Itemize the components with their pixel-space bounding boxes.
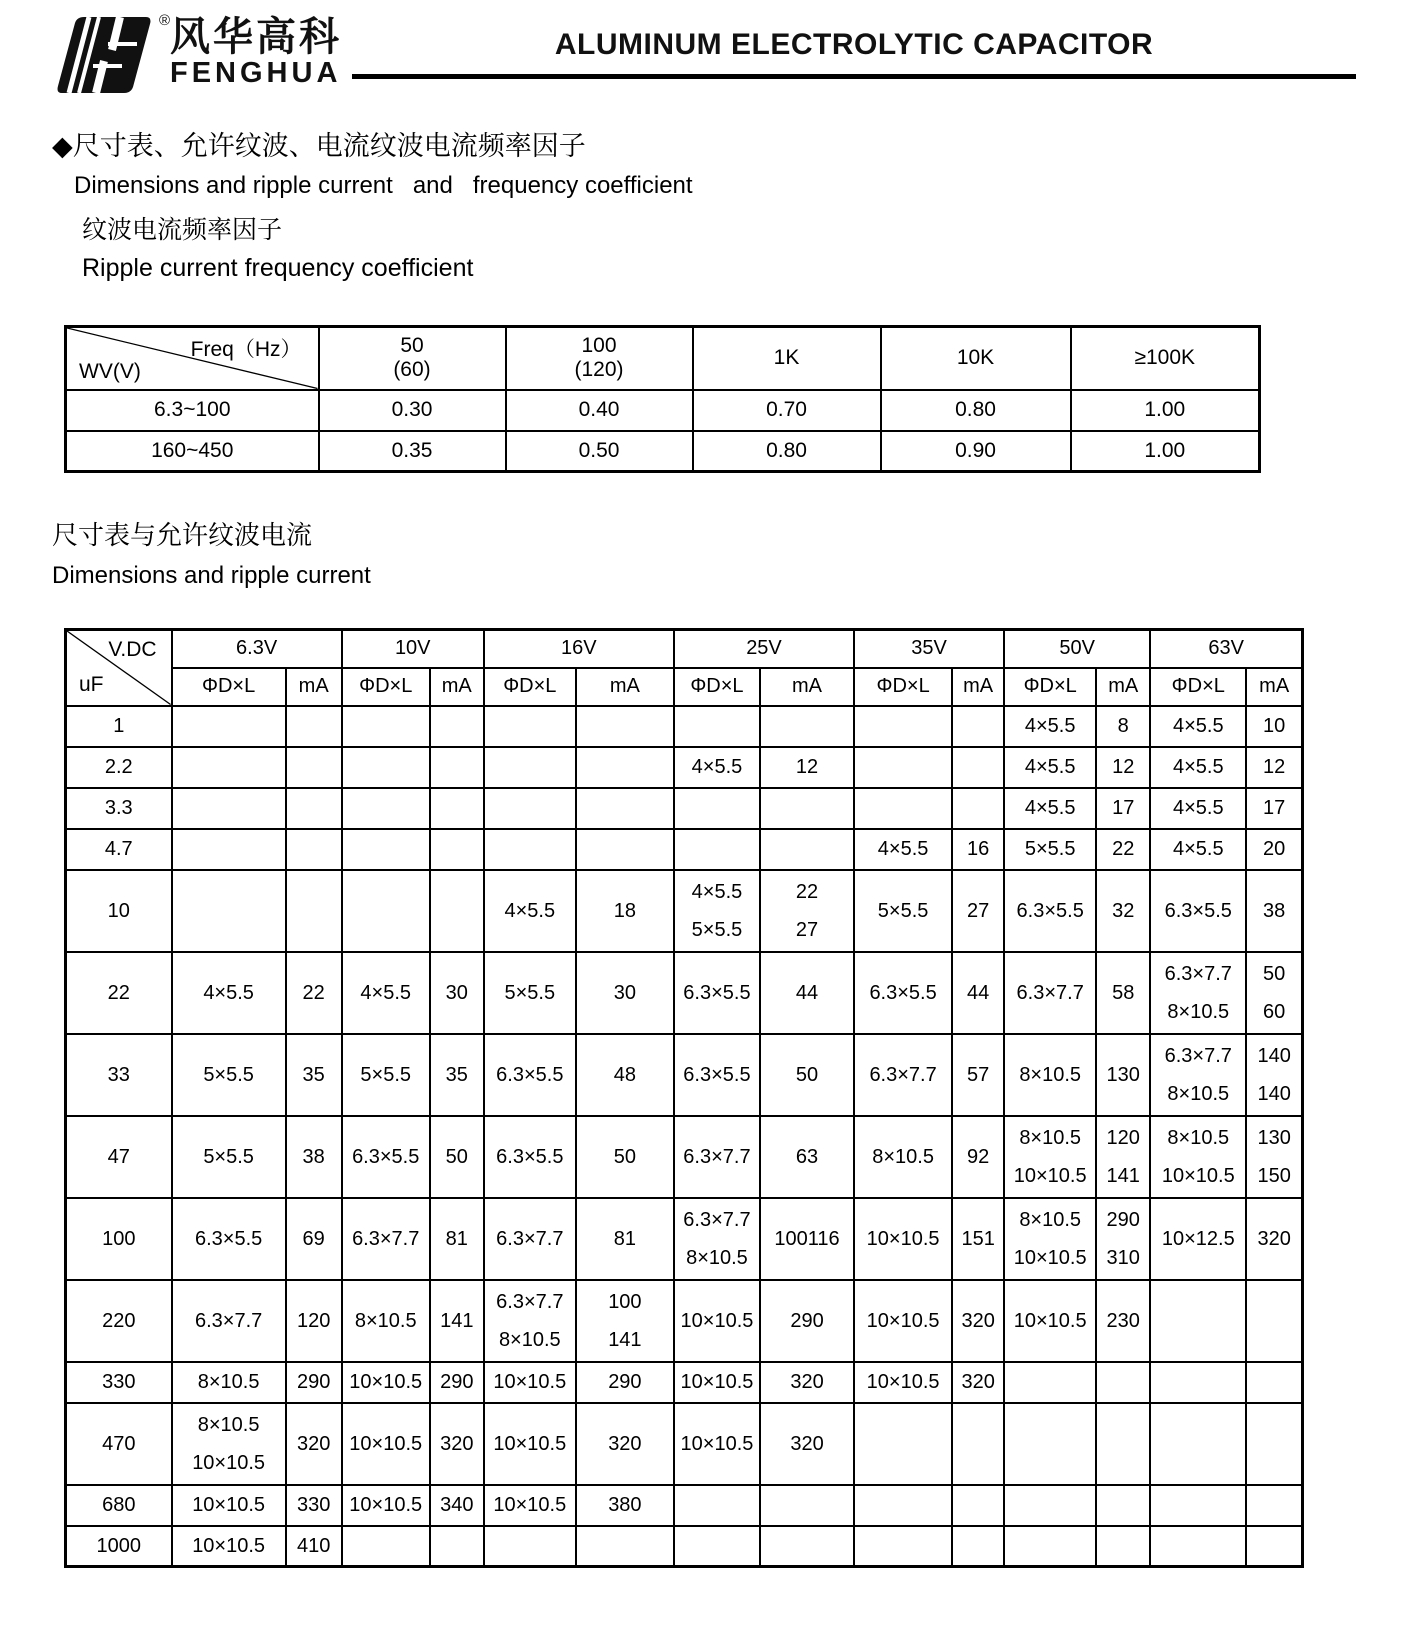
- dim-dxl-cell: 6.3×7.7: [1004, 952, 1096, 1034]
- dim-dxl-cell: 10×12.5: [1150, 1198, 1246, 1280]
- dim-ma-cell: 50 60: [1246, 952, 1302, 1034]
- header-rule: [352, 74, 1356, 79]
- dim-subheader-dxl: ΦD×L: [1004, 668, 1096, 706]
- dim-ma-cell: 38: [1246, 870, 1302, 952]
- freq-row: [66, 390, 1260, 431]
- dim-ma-cell: [430, 747, 484, 788]
- dim-ma-cell: 130: [1096, 1034, 1150, 1116]
- dim-dxl-cell: [342, 829, 430, 870]
- dim-ma-cell: [1246, 1362, 1302, 1403]
- dim-dxl-cell: 10×10.5: [674, 1280, 760, 1362]
- dim-ma-cell: 58: [1096, 952, 1150, 1034]
- dim-dxl-cell: 10×10.5: [854, 1362, 952, 1403]
- dim-voltage-header: 10V: [342, 630, 484, 668]
- dim-dxl-cell: 6.3×5.5: [172, 1198, 286, 1280]
- dim-ma-cell: 320: [1246, 1198, 1302, 1280]
- dim-ma-cell: 151: [952, 1198, 1004, 1280]
- dim-dxl-cell: [172, 788, 286, 829]
- dim-dxl-cell: 6.3×7.7: [172, 1280, 286, 1362]
- dim-ma-cell: 290: [430, 1362, 484, 1403]
- dim-ma-cell: 81: [430, 1198, 484, 1280]
- dim-dxl-cell: 6.3×7.7: [342, 1198, 430, 1280]
- dim-dxl-cell: [854, 1526, 952, 1567]
- dim-ma-cell: [576, 706, 674, 747]
- page-title: ALUMINUM ELECTROLYTIC CAPACITOR: [554, 28, 1154, 61]
- dim-ma-cell: [576, 747, 674, 788]
- dim-uf-label: 10: [66, 870, 172, 952]
- dim-corner-bottom-label: uF: [79, 672, 104, 696]
- dim-ma-cell: [760, 1485, 854, 1526]
- dim-dxl-cell: 10×10.5: [854, 1198, 952, 1280]
- dim-row: [66, 870, 1303, 952]
- fenghua-logo: [52, 14, 352, 96]
- dim-voltage-header: 16V: [484, 630, 674, 668]
- dim-dxl-cell: [342, 747, 430, 788]
- dim-subheader-dxl: ΦD×L: [172, 668, 286, 706]
- dim-dxl-cell: 10×10.5: [172, 1485, 286, 1526]
- dim-ma-cell: [952, 1403, 1004, 1485]
- section1-subtitle-cn: 纹波电流频率因子: [82, 216, 283, 244]
- dim-dxl-cell: [172, 706, 286, 747]
- logo-english-name: FENGHUA: [170, 57, 342, 89]
- dim-dxl-cell: [854, 1485, 952, 1526]
- dim-ma-cell: 320: [760, 1403, 854, 1485]
- dim-row: [66, 952, 1303, 1034]
- dim-subheader-dxl: ΦD×L: [674, 668, 760, 706]
- dim-ma-cell: 17: [1096, 788, 1150, 829]
- dim-ma-cell: [1246, 1403, 1302, 1485]
- dim-uf-label: 470: [66, 1403, 172, 1485]
- freq-row: [66, 431, 1260, 472]
- dim-ma-cell: [1096, 1485, 1150, 1526]
- freq-col-header: 10K: [881, 327, 1071, 390]
- dim-dxl-cell: 10×10.5: [484, 1403, 576, 1485]
- section1-title-en: Dimensions and ripple current and frequency coefficient: [74, 172, 693, 199]
- freq-col-header: 50 (60): [319, 327, 506, 390]
- logo-chinese-name: 风华高科: [170, 15, 342, 59]
- dim-ma-cell: 290: [576, 1362, 674, 1403]
- dim-dxl-cell: 6.3×7.7 8×10.5: [1150, 952, 1246, 1034]
- dim-dxl-cell: 4×5.5: [674, 747, 760, 788]
- dim-row: [66, 1362, 1303, 1403]
- dim-dxl-cell: [172, 829, 286, 870]
- dim-uf-label: 1: [66, 706, 172, 747]
- dim-row: [66, 1403, 1303, 1485]
- dim-dxl-cell: 4×5.5: [1150, 788, 1246, 829]
- dim-subheader-ma: mA: [1246, 668, 1302, 706]
- dim-ma-cell: 30: [430, 952, 484, 1034]
- dim-row: [66, 1280, 1303, 1362]
- dim-ma-cell: [430, 870, 484, 952]
- dim-dxl-cell: 6.3×7.7 8×10.5: [1150, 1034, 1246, 1116]
- dim-dxl-cell: 4×5.5: [1150, 706, 1246, 747]
- dim-uf-label: 100: [66, 1198, 172, 1280]
- dim-subheader-dxl: ΦD×L: [342, 668, 430, 706]
- dim-dxl-cell: 10×10.5: [674, 1362, 760, 1403]
- page-header: [0, 0, 1416, 96]
- dim-ma-cell: 10: [1246, 706, 1302, 747]
- dim-ma-cell: [286, 829, 342, 870]
- dim-voltage-header: 6.3V: [172, 630, 342, 668]
- dim-ma-cell: 320: [430, 1403, 484, 1485]
- freq-value-cell: 0.35: [319, 431, 506, 472]
- freq-value-cell: 1.00: [1071, 390, 1260, 431]
- dim-ma-cell: 92: [952, 1116, 1004, 1198]
- dim-ma-cell: 320: [952, 1280, 1004, 1362]
- dim-dxl-cell: [674, 1526, 760, 1567]
- dim-dxl-cell: 5×5.5: [172, 1116, 286, 1198]
- freq-corner-bottom-label: WV(V): [79, 359, 141, 383]
- dim-dxl-cell: 4×5.5: [1150, 829, 1246, 870]
- dim-ma-cell: 100116: [760, 1198, 854, 1280]
- logo-text: [170, 14, 342, 90]
- dim-ma-cell: [576, 788, 674, 829]
- dim-dxl-cell: 4×5.5: [1004, 747, 1096, 788]
- dim-row: [66, 1116, 1303, 1198]
- dim-ma-cell: 320: [576, 1403, 674, 1485]
- dim-voltage-header: 35V: [854, 630, 1004, 668]
- dim-subheader-row: [66, 668, 1303, 706]
- freq-value-cell: 0.50: [506, 431, 693, 472]
- dim-subheader-ma: mA: [952, 668, 1004, 706]
- dim-dxl-cell: 6.3×7.7 8×10.5: [484, 1280, 576, 1362]
- dim-ma-cell: [760, 706, 854, 747]
- dim-dxl-cell: 8×10.5 10×10.5: [1150, 1116, 1246, 1198]
- dim-voltage-header: 25V: [674, 630, 854, 668]
- dim-dxl-cell: 6.3×5.5: [1004, 870, 1096, 952]
- dim-voltage-header-row: [66, 630, 1303, 668]
- dim-ma-cell: 410: [286, 1526, 342, 1567]
- freq-col-header: 1K: [693, 327, 881, 390]
- dim-dxl-cell: [172, 870, 286, 952]
- dim-ma-cell: 290: [286, 1362, 342, 1403]
- dim-dxl-cell: 5×5.5: [854, 870, 952, 952]
- dim-ma-cell: 22: [286, 952, 342, 1034]
- dim-dxl-cell: [1150, 1280, 1246, 1362]
- dim-dxl-cell: 10×10.5: [342, 1403, 430, 1485]
- dim-dxl-cell: [342, 870, 430, 952]
- freq-value-cell: 1.00: [1071, 431, 1260, 472]
- dim-dxl-cell: 6.3×7.7: [854, 1034, 952, 1116]
- dim-dxl-cell: 10×10.5: [342, 1485, 430, 1526]
- dim-ma-cell: 140 140: [1246, 1034, 1302, 1116]
- freq-value-cell: 0.80: [881, 390, 1071, 431]
- dim-dxl-cell: [1150, 1403, 1246, 1485]
- dim-dxl-cell: [854, 747, 952, 788]
- dim-dxl-cell: 8×10.5 10×10.5: [1004, 1198, 1096, 1280]
- dim-ma-cell: [430, 706, 484, 747]
- dim-dxl-cell: 5×5.5: [172, 1034, 286, 1116]
- dim-uf-label: 1000: [66, 1526, 172, 1567]
- freq-header-row: [66, 327, 1260, 390]
- dim-dxl-cell: 8×10.5 10×10.5: [172, 1403, 286, 1485]
- dim-ma-cell: [286, 747, 342, 788]
- dim-ma-cell: 320: [760, 1362, 854, 1403]
- dim-dxl-cell: [484, 747, 576, 788]
- dim-subheader-ma: mA: [1096, 668, 1150, 706]
- dim-dxl-cell: [1004, 1362, 1096, 1403]
- dim-dxl-cell: [1150, 1485, 1246, 1526]
- dim-dxl-cell: [674, 788, 760, 829]
- dim-dxl-cell: 4×5.5: [1004, 788, 1096, 829]
- dim-dxl-cell: 4×5.5 5×5.5: [674, 870, 760, 952]
- dim-dxl-cell: [484, 829, 576, 870]
- dim-ma-cell: [430, 1526, 484, 1567]
- dim-ma-cell: 8: [1096, 706, 1150, 747]
- dim-row: [66, 1034, 1303, 1116]
- dim-dxl-cell: [1004, 1526, 1096, 1567]
- dim-ma-cell: [286, 706, 342, 747]
- dim-ma-cell: 340: [430, 1485, 484, 1526]
- dim-dxl-cell: [484, 1526, 576, 1567]
- dim-corner-top-label: V.DC: [108, 638, 157, 661]
- dim-dxl-cell: [854, 706, 952, 747]
- dim-ma-cell: 141: [430, 1280, 484, 1362]
- dim-ma-cell: 120 141: [1096, 1116, 1150, 1198]
- dim-uf-label: 47: [66, 1116, 172, 1198]
- dim-uf-label: 2.2: [66, 747, 172, 788]
- dim-ma-cell: 16: [952, 829, 1004, 870]
- dim-dxl-cell: 6.3×5.5: [674, 1034, 760, 1116]
- freq-col-header: ≥100K: [1071, 327, 1260, 390]
- dim-dxl-cell: 8×10.5: [342, 1280, 430, 1362]
- dim-ma-cell: 120: [286, 1280, 342, 1362]
- freq-value-cell: 0.30: [319, 390, 506, 431]
- dim-dxl-cell: 4×5.5: [484, 870, 576, 952]
- dim-ma-cell: 50: [430, 1116, 484, 1198]
- dim-ma-cell: 17: [1246, 788, 1302, 829]
- dim-subheader-ma: mA: [430, 668, 484, 706]
- dim-uf-label: 3.3: [66, 788, 172, 829]
- dim-row: [66, 829, 1303, 870]
- dim-dxl-cell: [1004, 1403, 1096, 1485]
- dim-dxl-cell: 6.3×5.5: [854, 952, 952, 1034]
- dim-row: [66, 706, 1303, 747]
- dim-dxl-cell: [1004, 1485, 1096, 1526]
- freq-value-cell: 0.40: [506, 390, 693, 431]
- dim-ma-cell: 44: [952, 952, 1004, 1034]
- dim-dxl-cell: [484, 788, 576, 829]
- dim-dxl-cell: 8×10.5: [854, 1116, 952, 1198]
- dim-dxl-cell: 6.3×7.7 8×10.5: [674, 1198, 760, 1280]
- dim-ma-cell: [286, 870, 342, 952]
- dim-dxl-cell: 4×5.5: [854, 829, 952, 870]
- dim-dxl-cell: [674, 1485, 760, 1526]
- dim-ma-cell: [576, 829, 674, 870]
- dim-dxl-cell: [854, 788, 952, 829]
- dim-ma-cell: 38: [286, 1116, 342, 1198]
- dim-row: [66, 788, 1303, 829]
- dim-dxl-cell: 6.3×7.7: [674, 1116, 760, 1198]
- dim-dxl-cell: 10×10.5: [674, 1403, 760, 1485]
- dim-ma-cell: 230: [1096, 1280, 1150, 1362]
- freq-corner-cell: [66, 327, 319, 390]
- dim-ma-cell: [760, 829, 854, 870]
- dim-dxl-cell: 10×10.5: [1004, 1280, 1096, 1362]
- dim-dxl-cell: [1150, 1362, 1246, 1403]
- dim-uf-label: 33: [66, 1034, 172, 1116]
- dim-voltage-header: 50V: [1004, 630, 1150, 668]
- dim-ma-cell: 290: [760, 1280, 854, 1362]
- dim-ma-cell: 290 310: [1096, 1198, 1150, 1280]
- dim-ma-cell: [760, 1526, 854, 1567]
- dim-ma-cell: [1096, 1362, 1150, 1403]
- dim-dxl-cell: 8×10.5 10×10.5: [1004, 1116, 1096, 1198]
- dim-ma-cell: 100 141: [576, 1280, 674, 1362]
- dim-ma-cell: 22: [1096, 829, 1150, 870]
- dim-dxl-cell: 5×5.5: [484, 952, 576, 1034]
- dim-ma-cell: [952, 747, 1004, 788]
- dim-subheader-dxl: ΦD×L: [484, 668, 576, 706]
- dim-subheader-ma: mA: [576, 668, 674, 706]
- freq-value-cell: 0.90: [881, 431, 1071, 472]
- dim-ma-cell: 48: [576, 1034, 674, 1116]
- dim-dxl-cell: [342, 706, 430, 747]
- dim-ma-cell: 50: [760, 1034, 854, 1116]
- dim-dxl-cell: 6.3×5.5: [484, 1116, 576, 1198]
- dim-ma-cell: 81: [576, 1198, 674, 1280]
- dim-ma-cell: 27: [952, 870, 1004, 952]
- dim-ma-cell: [576, 1526, 674, 1567]
- freq-row-label: 6.3~100: [66, 390, 319, 431]
- freq-row-label: 160~450: [66, 431, 319, 472]
- dim-dxl-cell: 4×5.5: [342, 952, 430, 1034]
- dim-dxl-cell: 4×5.5: [1004, 706, 1096, 747]
- section1-title-cn: ◆尺寸表、允许纹波、电流纹波电流频率因子: [52, 131, 586, 161]
- dim-dxl-cell: [1150, 1526, 1246, 1567]
- registered-mark: ®: [158, 12, 170, 29]
- dim-ma-cell: [1246, 1526, 1302, 1567]
- dim-dxl-cell: 10×10.5: [172, 1526, 286, 1567]
- dim-dxl-cell: [674, 706, 760, 747]
- dim-ma-cell: [952, 706, 1004, 747]
- dim-ma-cell: [286, 788, 342, 829]
- dim-ma-cell: 44: [760, 952, 854, 1034]
- dim-ma-cell: 50: [576, 1116, 674, 1198]
- dim-ma-cell: [952, 788, 1004, 829]
- header-right: [352, 14, 1356, 79]
- dim-dxl-cell: 8×10.5: [172, 1362, 286, 1403]
- dim-ma-cell: 12: [1096, 747, 1150, 788]
- freq-corner-top-label: Freq（Hz）: [190, 338, 302, 361]
- dim-dxl-cell: 10×10.5: [484, 1362, 576, 1403]
- dim-dxl-cell: [172, 747, 286, 788]
- dim-ma-cell: 18: [576, 870, 674, 952]
- dim-dxl-cell: 6.3×5.5: [1150, 870, 1246, 952]
- section2-title-en: Dimensions and ripple current: [52, 562, 371, 589]
- dim-ma-cell: 130 150: [1246, 1116, 1302, 1198]
- dim-ma-cell: 35: [286, 1034, 342, 1116]
- dim-ma-cell: 20: [1246, 829, 1302, 870]
- dim-ma-cell: [1096, 1526, 1150, 1567]
- section-frequency-coefficient: [52, 124, 1416, 283]
- dim-ma-cell: [760, 788, 854, 829]
- dim-ma-cell: [952, 1526, 1004, 1567]
- dim-ma-cell: 320: [952, 1362, 1004, 1403]
- dim-ma-cell: [1246, 1280, 1302, 1362]
- dim-row: [66, 747, 1303, 788]
- dim-subheader-ma: mA: [286, 668, 342, 706]
- dim-ma-cell: [1246, 1485, 1302, 1526]
- dim-subheader-ma: mA: [760, 668, 854, 706]
- dim-dxl-cell: 4×5.5: [1150, 747, 1246, 788]
- dim-ma-cell: 35: [430, 1034, 484, 1116]
- dim-ma-cell: [952, 1485, 1004, 1526]
- dim-ma-cell: [430, 829, 484, 870]
- dim-ma-cell: 63: [760, 1116, 854, 1198]
- dim-uf-label: 330: [66, 1362, 172, 1403]
- dim-row: [66, 1526, 1303, 1567]
- fenghua-emblem-icon: [52, 12, 170, 96]
- dim-dxl-cell: 10×10.5: [484, 1485, 576, 1526]
- dim-dxl-cell: [854, 1403, 952, 1485]
- dim-dxl-cell: 10×10.5: [342, 1362, 430, 1403]
- dim-dxl-cell: [674, 829, 760, 870]
- dim-ma-cell: 22 27: [760, 870, 854, 952]
- dim-ma-cell: [1096, 1403, 1150, 1485]
- dim-subheader-dxl: ΦD×L: [854, 668, 952, 706]
- dim-dxl-cell: 5×5.5: [342, 1034, 430, 1116]
- dim-dxl-cell: 10×10.5: [854, 1280, 952, 1362]
- dim-dxl-cell: 6.3×5.5: [484, 1034, 576, 1116]
- dim-dxl-cell: 6.3×7.7: [484, 1198, 576, 1280]
- dim-ma-cell: 12: [760, 747, 854, 788]
- dim-voltage-header: 63V: [1150, 630, 1302, 668]
- freq-col-header: 100 (120): [506, 327, 693, 390]
- dim-dxl-cell: 6.3×5.5: [342, 1116, 430, 1198]
- dim-row: [66, 1485, 1303, 1526]
- dim-ma-cell: 32: [1096, 870, 1150, 952]
- dim-ma-cell: 12: [1246, 747, 1302, 788]
- freq-value-cell: 0.80: [693, 431, 881, 472]
- dim-ma-cell: [430, 788, 484, 829]
- section-dimensions-ripple: [52, 515, 1416, 590]
- dim-uf-label: 220: [66, 1280, 172, 1362]
- dim-dxl-cell: 6.3×5.5: [674, 952, 760, 1034]
- dim-dxl-cell: [342, 788, 430, 829]
- dim-uf-label: 4.7: [66, 829, 172, 870]
- dim-dxl-cell: [484, 706, 576, 747]
- dim-dxl-cell: 4×5.5: [172, 952, 286, 1034]
- section1-subtitle-en: Ripple current frequency coefficient: [82, 254, 474, 282]
- frequency-coefficient-table: [64, 325, 1261, 473]
- dim-corner-cell: [66, 630, 172, 706]
- dim-ma-cell: 330: [286, 1485, 342, 1526]
- dim-dxl-cell: [342, 1526, 430, 1567]
- dim-uf-label: 680: [66, 1485, 172, 1526]
- dim-ma-cell: 57: [952, 1034, 1004, 1116]
- dim-subheader-dxl: ΦD×L: [1150, 668, 1246, 706]
- dim-dxl-cell: 5×5.5: [1004, 829, 1096, 870]
- dim-ma-cell: 320: [286, 1403, 342, 1485]
- section2-title-cn: 尺寸表与允许纹波电流: [52, 520, 313, 550]
- dim-ma-cell: 380: [576, 1485, 674, 1526]
- dim-uf-label: 22: [66, 952, 172, 1034]
- dim-dxl-cell: 8×10.5: [1004, 1034, 1096, 1116]
- dim-ma-cell: 69: [286, 1198, 342, 1280]
- dimensions-ripple-table: [64, 628, 1304, 1568]
- dim-row: [66, 1198, 1303, 1280]
- freq-value-cell: 0.70: [693, 390, 881, 431]
- dim-ma-cell: 30: [576, 952, 674, 1034]
